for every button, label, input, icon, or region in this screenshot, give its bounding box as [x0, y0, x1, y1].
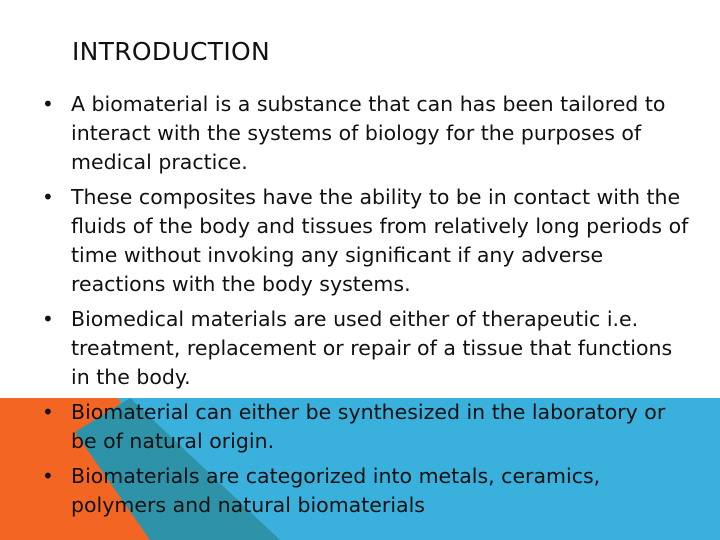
bullet-item — [42, 462, 692, 520]
bullet-text: Biomedical materials are used either of therapeutic i.e. treatment, replacement or repair of a tissue that functions in the body. — [71, 307, 673, 389]
bullet-item — [42, 90, 692, 177]
bullet-text: These composites have the ability to be in contact with the fluids of the body and tissues from relatively long periods of time without invoking any significant if any adverse reactions with the body systems. — [71, 185, 689, 296]
bullet-dot-icon: • — [42, 185, 54, 209]
bullet-item — [42, 183, 692, 299]
bullet-dot-icon: • — [42, 92, 54, 116]
bullet-list — [42, 90, 692, 526]
bullet-text: Biomaterials are categorized into metals, ceramics, polymers and natural biomaterials — [71, 464, 601, 517]
bullet-dot-icon: • — [42, 464, 54, 488]
slide-title: INTRODUCTION — [72, 37, 271, 66]
bullet-dot-icon: • — [42, 307, 54, 331]
bullet-item — [42, 398, 692, 456]
bullet-text: Biomaterial can either be synthesized in the laboratory or be of natural origin. — [71, 400, 666, 453]
bullet-item — [42, 305, 692, 392]
bullet-text: A biomaterial is a substance that can has been tailored to interact with the systems of biology for the purposes of medical practice. — [71, 92, 666, 174]
bullet-dot-icon: • — [42, 400, 54, 424]
